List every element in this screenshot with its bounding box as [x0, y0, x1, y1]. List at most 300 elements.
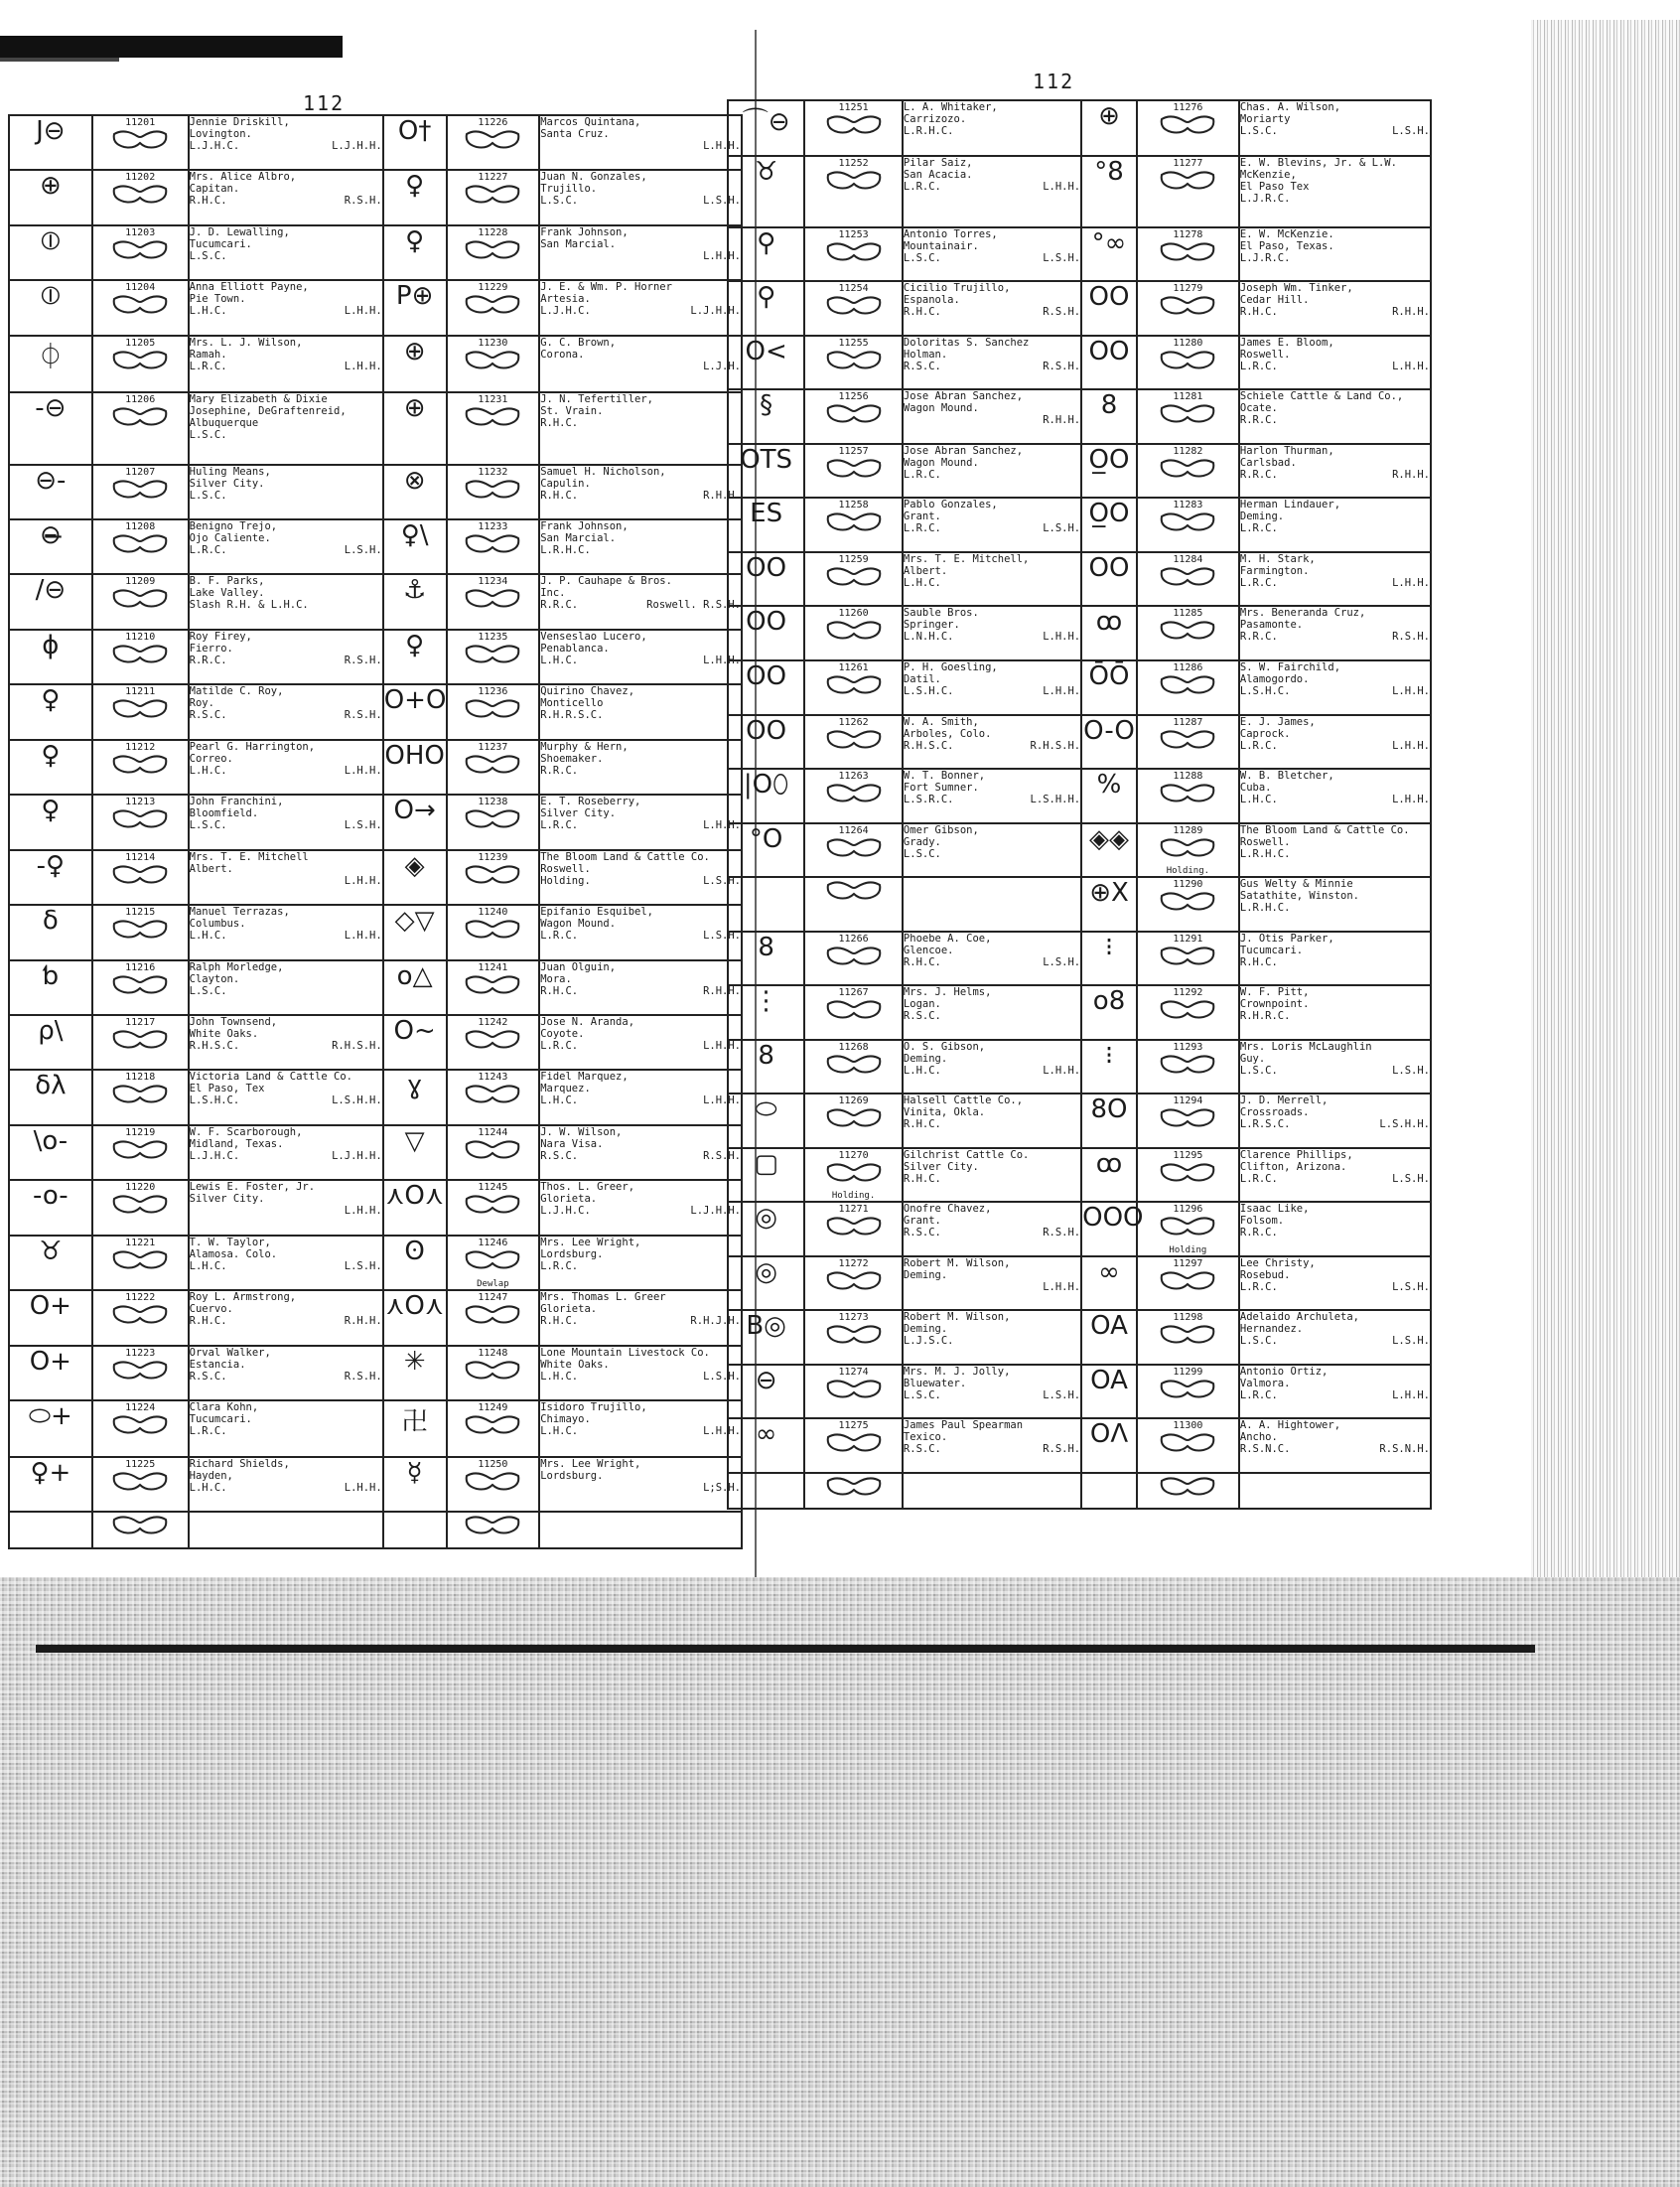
ear-mark-cell: [804, 227, 903, 282]
owner-info: [903, 156, 1081, 227]
ear-mark-cell: [447, 1070, 540, 1124]
ear-cut-icon: [109, 863, 171, 885]
hide-cut-code: R.S.H.: [344, 195, 382, 208]
brand-number: 11238: [478, 797, 508, 808]
brand-mark: [1081, 932, 1137, 986]
hide-cut-code: L.H.H.: [703, 1094, 741, 1107]
owner-info: [903, 227, 1081, 282]
ear-mark-cell: [1137, 552, 1239, 607]
brand-mark-icon: ⦶: [41, 281, 61, 312]
owner-name: Mrs. J. Helms,: [903, 986, 992, 999]
ear-mark-cell: [1137, 877, 1239, 932]
brand-number: 11229: [478, 282, 508, 294]
ear-cut-code: R.H.C.: [540, 416, 579, 429]
hide-cut-code: L.H.H.: [1392, 1388, 1430, 1401]
owner-info: [903, 1310, 1081, 1365]
ear-mark-cell: [447, 1512, 540, 1548]
brand-mark: [9, 1015, 92, 1070]
brand-mark-icon: OO: [746, 552, 787, 583]
ear-cut-icon: [109, 807, 171, 829]
owner-info: [903, 552, 1081, 607]
ear-mark-cell: [92, 1400, 189, 1457]
owner-info: [903, 1148, 1081, 1203]
table-row: [728, 1365, 1431, 1419]
brand-mark-icon: /⊖: [35, 575, 67, 606]
cut-codes: [1240, 414, 1430, 426]
ear-mark-cell: [92, 1125, 189, 1180]
cut-codes: [1240, 740, 1430, 752]
owner-name: Robert M. Wilson,: [903, 1256, 1011, 1269]
brand-mark: [383, 1015, 447, 1070]
owner-location: Clifton, Arizona.: [1239, 1160, 1347, 1173]
brand-mark-icon: ⊖̶: [39, 520, 62, 551]
brand-mark-icon: 8O: [1090, 1094, 1128, 1125]
cut-codes: [190, 1040, 382, 1052]
owner-name: Cicilio Trujillo,: [903, 282, 1011, 295]
ear-cut-icon: [823, 1053, 885, 1075]
table-row: [9, 336, 742, 392]
brand-number: 11206: [125, 393, 156, 405]
brand-mark-icon: OO: [746, 607, 787, 638]
hide-cut-code: L.H.H.: [703, 819, 741, 832]
ear-cut-icon: [462, 128, 523, 150]
ear-cut-code: L.H.C.: [1239, 794, 1278, 806]
brand-mark: [1081, 1094, 1137, 1148]
owner-location: Wagon Mound.: [903, 402, 979, 415]
owner-location: Glencoe.: [903, 944, 954, 956]
cut-codes: [190, 709, 382, 721]
hide-cut-code: L.H.H.: [344, 1481, 382, 1494]
table-row: [728, 715, 1431, 770]
brand-mark: [728, 1365, 804, 1419]
brand-mark: [728, 606, 804, 660]
ear-mark-cell: [92, 684, 189, 739]
brand-number: 11223: [125, 1347, 156, 1359]
cut-codes: [1240, 848, 1430, 860]
owner-name: J. D. Merrell,: [1239, 1094, 1329, 1107]
owner-name: Phoebe A. Coe,: [903, 932, 992, 945]
brand-mark-icon: ꝏ: [1095, 607, 1123, 638]
brand-number: 11216: [125, 961, 156, 973]
cut-codes: [1240, 469, 1430, 481]
ear-mark-cell: [804, 1256, 903, 1311]
owner-location: Chimayo.: [540, 1413, 591, 1426]
owner-info: [1239, 1148, 1431, 1203]
brand-mark-icon: ρ\: [38, 1015, 64, 1046]
owner-info: [903, 498, 1081, 552]
cut-codes: [904, 1335, 1080, 1347]
cut-codes: [540, 599, 741, 611]
brand-mark-icon: ⦶: [41, 225, 61, 256]
brand-mark-icon: ♀\: [400, 520, 429, 551]
brand-mark-icon: o8: [1092, 986, 1126, 1017]
ear-mark-cell: [804, 1418, 903, 1473]
hide-cut-code: R.H.H.: [1392, 468, 1430, 481]
ear-cut-code: R.S.C.: [903, 1010, 941, 1023]
brand-mark-icon: OA: [1090, 1311, 1128, 1342]
owner-location: Grant.: [903, 1215, 941, 1228]
ear-cut-code: L.H.C.: [540, 1425, 579, 1438]
owner-name: P. H. Goesling,: [903, 660, 998, 673]
ear-cut-icon: [109, 128, 171, 150]
hide-cut-code: L.H.H.: [1392, 684, 1430, 697]
brand-mark-icon: δλ: [35, 1071, 67, 1101]
ear-mark-cell: [804, 1040, 903, 1094]
ear-cut-code: L.S.H.C.: [1239, 684, 1291, 697]
ear-cut-icon: [823, 1269, 885, 1291]
brand-mark: [383, 740, 447, 795]
ear-cut-icon: [823, 1323, 885, 1345]
owner-location: Alamogordo.: [1239, 672, 1310, 685]
brand-number: 11254: [838, 283, 869, 295]
ear-cut-code: L.S.C.: [903, 1388, 941, 1401]
brand-mark-icon: ▢: [754, 1148, 778, 1179]
ear-cut-icon: [1157, 113, 1218, 135]
ear-cut-icon: [109, 532, 171, 554]
owner-name: W. B. Bletcher,: [1239, 770, 1334, 783]
brand-mark: [728, 156, 804, 227]
ear-cut-code: L.R.H.C.: [1239, 847, 1291, 860]
brand-mark: [383, 795, 447, 849]
brand-number: 11294: [1173, 1095, 1203, 1107]
hide-cut-code: R.S.H.: [1392, 631, 1430, 644]
ear-cut-code: L.S.C.: [903, 251, 941, 264]
brand-mark-icon: OA: [1090, 1365, 1128, 1395]
ear-cut-code: R.S.C.: [540, 1149, 579, 1162]
owner-info: [189, 850, 383, 905]
owner-location: Roswell.: [540, 862, 591, 875]
ear-mark-cell: [92, 960, 189, 1015]
cut-codes: [1240, 1227, 1430, 1239]
cut-codes: [1240, 902, 1430, 914]
owner-info: [903, 1473, 1081, 1509]
brand-mark-icon: O→: [393, 796, 436, 826]
owner-location: Rosebud.: [1239, 1268, 1291, 1281]
owner-name: Lewis E. Foster, Jr.: [189, 1181, 316, 1194]
brand-mark-icon: ◎: [755, 1256, 777, 1287]
brand-mark: [1081, 498, 1137, 552]
ear-mark-cell: [804, 156, 903, 227]
cut-codes: [190, 361, 382, 372]
brand-number: 11214: [125, 851, 156, 863]
ear-mark-cell: [92, 740, 189, 795]
ear-cut-icon: [109, 587, 171, 609]
ear-mark-cell: [804, 1202, 903, 1256]
cut-codes: [1240, 252, 1430, 264]
brand-number: 11239: [478, 851, 508, 863]
owner-name: Isaac Like,: [1239, 1203, 1310, 1216]
owner-name: Orval Walker,: [189, 1346, 271, 1359]
cut-codes: [904, 1173, 1080, 1185]
cut-codes: [904, 577, 1080, 589]
cut-codes: [540, 544, 741, 556]
brand-mark: [1081, 877, 1137, 932]
ear-mark-cell: [804, 715, 903, 770]
owner-name: Juan N. Gonzales,: [540, 171, 647, 184]
hide-cut-code: L.H.H.: [1043, 631, 1081, 644]
ear-cut-icon: [823, 673, 885, 695]
brand-mark-icon: -o-: [33, 1181, 69, 1212]
owner-name: Jennie Driskill,: [189, 116, 290, 128]
cut-codes: [1240, 794, 1430, 805]
brand-mark-icon: ∞: [1098, 1256, 1120, 1287]
brand-mark-icon: ♉: [39, 1236, 63, 1266]
brand-number: 11237: [478, 741, 508, 753]
owner-info: [189, 740, 383, 795]
ear-cut-icon: [823, 169, 885, 191]
brand-mark-icon: ⁝: [1104, 1040, 1114, 1071]
brand-number: 11275: [838, 1420, 869, 1432]
ear-cut-code: L.S.C.: [903, 847, 941, 860]
cut-codes: [904, 361, 1080, 372]
ear-cut-icon: [1157, 619, 1218, 641]
brand-mark-icon: ⊖-: [35, 465, 67, 496]
brand-mark: [9, 1125, 92, 1180]
owner-info: [903, 606, 1081, 660]
brand-mark: [1081, 389, 1137, 444]
owner-name: Herman Lindauer,: [1239, 499, 1341, 511]
owner-location: Deming.: [903, 1268, 948, 1281]
brand-mark: [383, 905, 447, 959]
ear-cut-icon: [823, 1161, 885, 1183]
owner-location: Arboles, Colo.: [903, 727, 992, 740]
brand-mark: [383, 1512, 447, 1548]
ear-cut-code: L.H.C.: [189, 1259, 227, 1272]
brand-mark: [728, 1094, 804, 1148]
brand-number: 11249: [478, 1402, 508, 1414]
brand-mark: [1081, 1148, 1137, 1203]
owner-location: Santa Cruz.: [540, 128, 610, 140]
ear-mark-cell: [804, 1094, 903, 1148]
owner-location: Nara Visa.: [540, 1137, 604, 1150]
hide-cut-code: L.S.H.: [1392, 1280, 1430, 1293]
brand-mark: [9, 1400, 92, 1457]
ear-mark-cell: [92, 336, 189, 392]
hide-cut-code: L.H.H.: [1392, 576, 1430, 589]
brand-mark: [383, 1290, 447, 1345]
brand-mark: [1081, 552, 1137, 607]
ear-mark-cell: [1137, 715, 1239, 770]
ear-cut-code: R.R.C.: [540, 764, 579, 777]
cut-codes: [904, 1389, 1080, 1401]
ear-mark-cell: [804, 100, 903, 156]
owner-info: [189, 795, 383, 849]
table-row: [9, 1457, 742, 1512]
ear-mark-cell: [447, 795, 540, 849]
table-row: [728, 281, 1431, 336]
ear-cut-icon: [823, 565, 885, 587]
hide-cut-code: R.H.S.H.: [1030, 739, 1081, 752]
ear-cut-code: R.H.C.: [903, 955, 941, 968]
ear-cut-icon: [462, 1028, 523, 1050]
hide-cut-code: L.S.H.: [344, 544, 382, 557]
ear-cut-icon: [109, 918, 171, 940]
owner-name: O. S. Gibson,: [903, 1040, 986, 1053]
cut-codes: [190, 140, 382, 152]
hide-cut-code: L.H.H.: [1392, 360, 1430, 372]
brand-mark-icon: O-O: [1083, 715, 1135, 746]
owner-location: Ocate.: [1239, 402, 1278, 415]
brand-mark: [9, 905, 92, 959]
owner-info: [903, 281, 1081, 336]
ear-mark-cell: [1137, 1310, 1239, 1365]
owner-name: Joseph Wm. Tinker,: [1239, 282, 1353, 295]
hide-cut-code: L.H.H.: [703, 140, 741, 152]
table-row: [9, 170, 742, 224]
hide-cut-code: R.S.H.: [703, 1149, 741, 1162]
left-register-page: [8, 114, 743, 1549]
cut-codes: [904, 1443, 1080, 1455]
brand-mark: [383, 170, 447, 224]
ear-cut-icon: [823, 728, 885, 750]
ear-mark-cell: [1137, 823, 1239, 878]
ear-mark-cell: [447, 630, 540, 684]
ear-cut-icon: [109, 1470, 171, 1492]
owner-location: Albert.: [189, 862, 233, 875]
ear-cut-code: R.R.C.: [1239, 414, 1278, 427]
ear-cut-icon: [1157, 240, 1218, 262]
owner-location: Silver City.: [189, 1193, 265, 1206]
owner-name: Pilar Saiz,: [903, 156, 973, 169]
brand-mark: [383, 1070, 447, 1124]
ear-cut-code: L.H.C.: [903, 1064, 941, 1077]
brand-mark-icon: ⊕: [403, 392, 426, 423]
brand-number: 11300: [1173, 1420, 1203, 1432]
owner-location: Deming.: [903, 1323, 948, 1336]
ear-cut-code: L.J.H.C.: [540, 305, 591, 318]
ear-cut-icon: [823, 510, 885, 532]
table-row: [728, 1040, 1431, 1094]
ear-mark-cell: [1137, 444, 1239, 499]
ear-cut-icon: [1157, 294, 1218, 316]
brand-number: 11203: [125, 226, 156, 238]
brand-number: 11280: [1173, 337, 1203, 349]
cut-codes: [190, 305, 382, 317]
brand-mark-icon: ⚲: [757, 227, 776, 258]
owner-name: Roy L. Armstrong,: [189, 1291, 297, 1304]
owner-name: L. A. Whitaker,: [903, 101, 998, 113]
table-row: [728, 444, 1431, 499]
owner-name: Frank Johnson,: [540, 520, 629, 533]
ear-mark-cell: [92, 1457, 189, 1512]
owner-info: [539, 170, 742, 224]
owner-name: Clarence Phillips,: [1239, 1148, 1353, 1161]
brand-mark: [728, 1418, 804, 1473]
brand-mark-icon: OOO: [1082, 1203, 1144, 1234]
cut-codes: [190, 1425, 382, 1437]
owner-name: J. P. Cauhape & Bros.: [540, 575, 672, 588]
owner-info: [1239, 660, 1431, 715]
brand-mark-icon: ♀: [41, 685, 61, 716]
hide-cut-code: L.H.H.: [344, 305, 382, 318]
ear-cut-icon: [109, 1248, 171, 1270]
brand-mark: [728, 715, 804, 770]
brand-mark-icon: O̲O: [1088, 499, 1130, 529]
brand-mark: [728, 1202, 804, 1256]
brand-number: 11231: [478, 393, 508, 405]
ear-mark-cell: [447, 850, 540, 905]
brand-mark-icon: ⬭: [755, 1094, 777, 1125]
table-row: [728, 769, 1431, 823]
brand-mark: [728, 100, 804, 156]
owner-info: [189, 519, 383, 574]
ear-mark-cell: [1137, 1148, 1239, 1203]
hide-cut-code: L.S.H.: [703, 930, 741, 943]
ear-cut-icon: [823, 945, 885, 966]
hide-cut-code: L.H.H.: [344, 1205, 382, 1218]
owner-name: T. W. Taylor,: [189, 1236, 271, 1248]
brand-number: 11213: [125, 797, 156, 808]
brand-mark: [728, 985, 804, 1040]
owner-info: [903, 1256, 1081, 1311]
ear-cut-code: R.H.C.: [903, 306, 941, 319]
cut-codes: [904, 1227, 1080, 1239]
owner-location: Holman.: [903, 348, 948, 361]
brand-mark-icon: OO: [1088, 282, 1130, 313]
ear-cut-icon: [1157, 1269, 1218, 1291]
brand-mark: [728, 877, 804, 932]
owner-info: [539, 1180, 742, 1235]
brand-number: 11299: [1173, 1366, 1203, 1378]
brand-mark-icon: °8: [1094, 156, 1124, 187]
owner-name: Omer Gibson,: [903, 823, 979, 836]
brand-number: 11252: [838, 157, 869, 169]
owner-name: Lee Christy,: [1239, 1256, 1316, 1269]
brand-number: 11215: [125, 907, 156, 919]
ear-cut-icon: [462, 1413, 523, 1435]
owner-info: [1239, 985, 1431, 1040]
ear-cut-icon: [109, 1028, 171, 1050]
ear-cut-icon: [1157, 1161, 1218, 1183]
hide-cut-code: L.S.H.H.: [1030, 794, 1081, 806]
brand-mark: [9, 574, 92, 629]
cut-codes: [190, 195, 382, 207]
ear-cut-icon: [1157, 1378, 1218, 1399]
ear-mark-cell: [92, 1346, 189, 1400]
owner-name: The Bloom Land & Cattle Co.: [540, 850, 710, 863]
owner-location: Silver City.: [903, 1160, 979, 1173]
brand-mark-icon: -⊖: [35, 392, 67, 423]
ear-mark-cell: [804, 1310, 903, 1365]
brand-mark-icon: °O: [749, 823, 783, 854]
owner-location: Texico.: [903, 1431, 948, 1444]
owner-info: [1239, 715, 1431, 770]
brand-number: 11201: [125, 117, 156, 128]
owner-info: [539, 630, 742, 684]
brand-number: 11292: [1173, 987, 1203, 999]
brand-mark: [383, 684, 447, 739]
ear-cut-icon: [109, 183, 171, 205]
ear-mark-cell: [92, 1070, 189, 1124]
ear-cut-icon: [462, 807, 523, 829]
ear-cut-code: L.J.R.C.: [1239, 192, 1291, 205]
brand-mark: [1081, 1365, 1137, 1419]
brand-mark: [9, 519, 92, 574]
owner-name: Chas. A. Wilson,: [1239, 101, 1341, 113]
ear-cut-code: R.S.C.: [903, 360, 941, 372]
hide-cut-code: L.J.H.: [703, 360, 741, 372]
ear-cut-code: L.R.C.: [903, 180, 941, 193]
owner-info: [539, 960, 742, 1015]
brand-number: 11272: [838, 1257, 869, 1269]
cut-tag: Holding: [1169, 1244, 1207, 1255]
owner-info: [539, 1125, 742, 1180]
table-row: [728, 606, 1431, 660]
owner-name: Doloritas S. Sanchez: [903, 336, 1030, 349]
owner-info: [189, 1015, 383, 1070]
ear-cut-code: L.H.C.: [903, 576, 941, 589]
brand-mark: [728, 660, 804, 715]
